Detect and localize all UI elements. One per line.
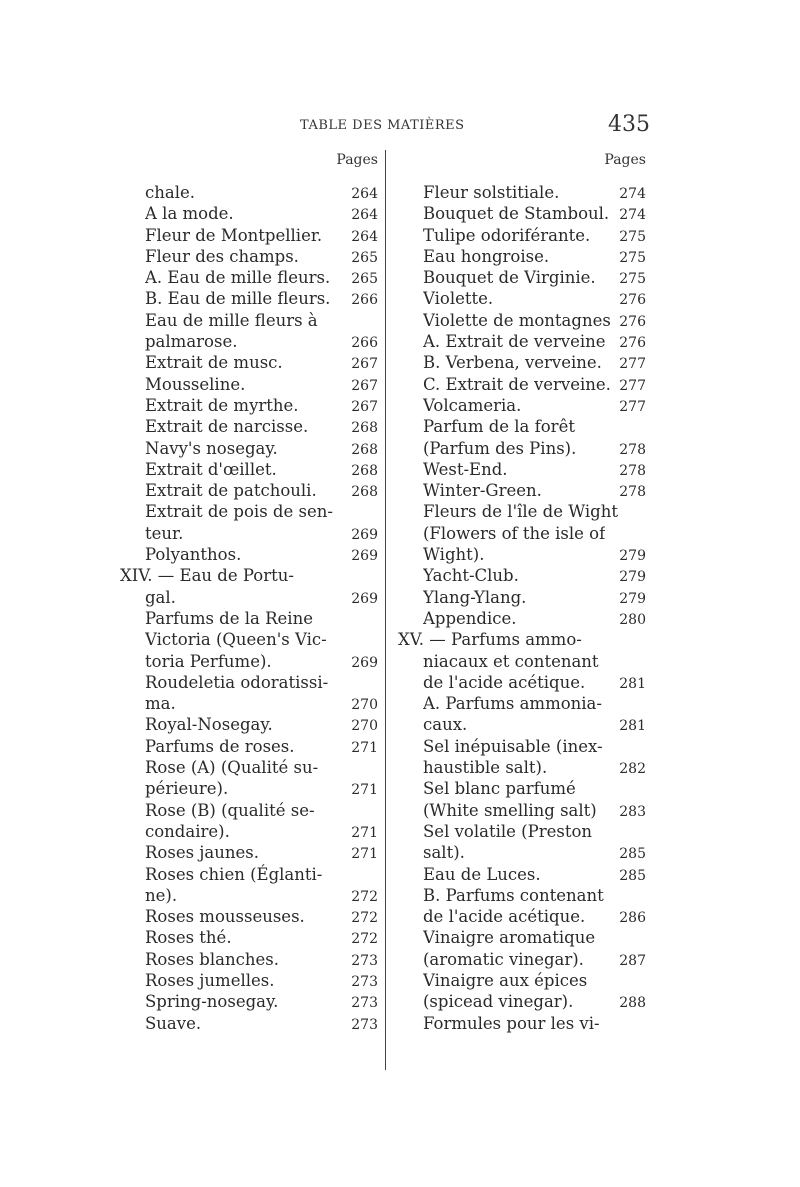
running-title: TABLE DES MATIÈRES <box>300 118 465 133</box>
toc-entry <box>120 693 378 714</box>
toc-entry <box>120 927 378 948</box>
entry-title: Winter-Green. <box>423 481 542 501</box>
toc-entry <box>120 949 378 970</box>
entry-page-number: 277 <box>619 398 646 415</box>
entry-title: Suave. <box>145 1013 202 1033</box>
entry-page-number: 280 <box>619 611 646 628</box>
entry-title: Roses thé. <box>145 928 232 948</box>
entry-page-number: 287 <box>619 952 646 969</box>
toc-entry <box>120 288 378 309</box>
toc-entry <box>120 395 378 416</box>
toc-entry <box>120 608 378 629</box>
entry-page-number: 265 <box>351 271 378 288</box>
entry-page-number: 264 <box>351 207 378 224</box>
entry-title: Eau de mille fleurs à <box>145 310 318 330</box>
toc-entry <box>398 672 646 693</box>
toc-entry <box>398 778 646 799</box>
left-column <box>120 150 378 1034</box>
entry-title: Sel volatile (Preston <box>423 821 593 841</box>
toc-entry <box>120 352 378 373</box>
entry-title: (Parfum des Pins). <box>423 438 577 458</box>
entry-page-number: 283 <box>619 803 646 820</box>
entry-page-number: 271 <box>351 824 378 841</box>
toc-entry <box>120 970 378 991</box>
entry-list <box>398 182 646 1034</box>
toc-entry <box>120 651 378 672</box>
toc-entry <box>120 778 378 799</box>
entry-page-number: 279 <box>619 590 646 607</box>
entry-title: de l'acide acétique. <box>423 672 586 692</box>
toc-entry <box>120 1013 378 1034</box>
toc-entry <box>120 821 378 842</box>
entry-title: Violette de montagnes <box>423 310 611 330</box>
entry-page-number: 266 <box>351 292 378 309</box>
toc-entry <box>120 438 378 459</box>
toc-entry <box>398 800 646 821</box>
entry-title: Fleur des champs. <box>145 246 299 266</box>
entry-page-number: 279 <box>619 548 646 565</box>
entry-title: ne). <box>145 885 178 905</box>
entry-title: Spring-nosegay. <box>145 992 279 1012</box>
entry-page-number: 272 <box>351 931 378 948</box>
toc-entry <box>398 970 646 991</box>
entry-title: Fleurs de l'île de Wight <box>423 502 619 522</box>
entry-title: Eau de Luces. <box>423 864 541 884</box>
entry-title: Sel inépuisable (inex- <box>423 736 603 756</box>
entry-page-number: 285 <box>619 846 646 863</box>
toc-entry <box>398 523 646 544</box>
toc-entry <box>398 821 646 842</box>
entry-title: Royal-Nosegay. <box>145 715 273 735</box>
toc-entry <box>398 331 646 352</box>
entry-title: Polyanthos. <box>145 545 242 565</box>
toc-entry <box>398 310 646 331</box>
entry-page-number: 273 <box>351 995 378 1012</box>
entry-title: Wight). <box>423 545 485 565</box>
entry-title: (aromatic vinegar). <box>423 949 584 969</box>
entry-title: C. Extrait de verveine. <box>423 374 611 394</box>
entry-title: A. Parfums ammonia- <box>423 694 602 714</box>
entry-page-number: 275 <box>619 249 646 266</box>
entry-title: Formules pour les vi- <box>423 1013 600 1033</box>
toc-entry <box>120 501 378 522</box>
entry-page-number: 279 <box>619 569 646 586</box>
toc-entry <box>120 331 378 352</box>
toc-entry <box>398 459 646 480</box>
entry-page-number: 270 <box>351 718 378 735</box>
pages-label: Pages <box>604 152 646 168</box>
toc-entry <box>398 374 646 395</box>
entry-page-number: 273 <box>351 952 378 969</box>
entry-title: Roses blanches. <box>145 949 279 969</box>
toc-entry <box>120 182 378 203</box>
entry-title: Victoria (Queen's Vic- <box>145 630 327 650</box>
toc-entry <box>398 736 646 757</box>
entry-title: A. Extrait de verveine <box>423 332 606 352</box>
toc-entry <box>120 800 378 821</box>
entry-title: Vinaigre aux épices <box>423 970 588 990</box>
entry-title: Roses mousseuses. <box>145 907 305 927</box>
toc-entry <box>398 225 646 246</box>
page-number: 435 <box>608 112 650 137</box>
entry-title: ma. <box>145 694 176 714</box>
entry-page-number: 273 <box>351 1016 378 1033</box>
entry-page-number: 278 <box>619 484 646 501</box>
entry-page-number: 275 <box>619 271 646 288</box>
entry-page-number: 278 <box>619 441 646 458</box>
toc-entry <box>398 885 646 906</box>
entry-title: de l'acide acétique. <box>423 907 586 927</box>
toc-entry <box>120 864 378 885</box>
toc-entry <box>120 714 378 735</box>
entry-page-number: 268 <box>351 484 378 501</box>
entry-title: haustible salt). <box>423 758 548 778</box>
entry-page-number: 266 <box>351 335 378 352</box>
entry-title: Vinaigre aromatique <box>423 928 596 948</box>
toc-entry <box>398 949 646 970</box>
entry-title: (spicead vinegar). <box>423 992 574 1012</box>
entry-title: Tulipe odoriférante. <box>423 225 591 245</box>
entry-title: Violette. <box>423 289 494 309</box>
entry-title: A. Eau de mille fleurs. <box>145 268 331 288</box>
entry-page-number: 271 <box>351 846 378 863</box>
toc-entry <box>120 203 378 224</box>
toc-entry <box>120 906 378 927</box>
entry-title: Extrait de patchouli. <box>145 481 317 501</box>
toc-entry <box>398 991 646 1012</box>
entry-page-number: 274 <box>619 186 646 202</box>
toc-entry <box>120 629 378 650</box>
entry-page-number: 276 <box>619 335 646 352</box>
toc-entry <box>120 480 378 501</box>
toc-entry <box>398 714 646 735</box>
entry-title: Bouquet de Stamboul. <box>423 204 610 224</box>
entry-page-number: 281 <box>619 675 646 692</box>
entry-title: Volcameria. <box>423 395 522 415</box>
section-heading <box>120 565 378 586</box>
entry-title: niacaux et contenant <box>423 651 599 671</box>
entry-title: Fleur de Montpellier. <box>145 225 323 245</box>
entry-page-number: 286 <box>619 910 646 927</box>
toc-entry <box>120 587 378 608</box>
entry-title: XV. — Parfums ammo- <box>398 630 582 650</box>
entry-page-number: 267 <box>351 377 378 394</box>
toc-entry <box>120 736 378 757</box>
toc-entry <box>120 672 378 693</box>
section-heading <box>398 629 646 650</box>
entry-title: Ylang-Ylang. <box>423 587 527 607</box>
entry-page-number: 275 <box>619 228 646 245</box>
entry-title: (Flowers of the isle of <box>423 523 606 543</box>
entry-title: Bouquet de Virginie. <box>423 268 596 288</box>
entry-page-number: 273 <box>351 973 378 990</box>
column-divider <box>385 150 386 1070</box>
entry-page-number: 277 <box>619 377 646 394</box>
toc-entry <box>398 480 646 501</box>
entry-page-number: 276 <box>619 292 646 309</box>
entry-page-number: 270 <box>351 697 378 714</box>
entry-title: A la mode. <box>145 204 234 224</box>
entry-page-number: 269 <box>351 654 378 671</box>
entry-page-number: 269 <box>351 526 378 543</box>
page-header <box>0 112 800 142</box>
entry-title: West-End. <box>423 459 508 479</box>
entry-title: XIV. — Eau de Portu- <box>120 566 294 586</box>
entry-title: teur. <box>145 523 184 543</box>
toc-entry <box>398 651 646 672</box>
entry-title: Extrait de musc. <box>145 353 283 373</box>
toc-entry <box>120 885 378 906</box>
entry-page-number: 271 <box>351 782 378 799</box>
entry-page-number: 269 <box>351 590 378 607</box>
toc-entry <box>120 459 378 480</box>
entry-page-number: 268 <box>351 441 378 458</box>
entry-title: Sel blanc parfumé <box>423 779 576 799</box>
toc-entry <box>120 523 378 544</box>
entry-page-number: 264 <box>351 186 378 202</box>
entry-title: Extrait de myrthe. <box>145 395 299 415</box>
entry-title: Roses jaunes. <box>145 843 259 863</box>
entry-title: Roudeletia odoratissi- <box>145 672 329 692</box>
right-column <box>398 150 646 1034</box>
entry-title: chale. <box>145 183 195 202</box>
toc-entry <box>398 416 646 437</box>
entry-title: palmarose. <box>145 332 238 352</box>
entry-page-number: 269 <box>351 548 378 565</box>
entry-page-number: 272 <box>351 910 378 927</box>
toc-entry <box>120 374 378 395</box>
entry-title: caux. <box>423 715 468 735</box>
toc-entry <box>398 395 646 416</box>
entry-title: Navy's nosegay. <box>145 438 278 458</box>
toc-entry <box>398 927 646 948</box>
entry-title: salt). <box>423 843 465 863</box>
toc-entry <box>120 246 378 267</box>
toc-entry <box>398 246 646 267</box>
toc-entry <box>398 438 646 459</box>
toc-entry <box>120 842 378 863</box>
entry-page-number: 277 <box>619 356 646 373</box>
entry-title: Rose (A) (Qualité su- <box>145 758 319 778</box>
entry-title: Extrait de pois de sen- <box>145 502 333 522</box>
entry-page-number: 265 <box>351 249 378 266</box>
toc-entry <box>120 416 378 437</box>
toc-entry <box>120 544 378 565</box>
toc-entry <box>398 203 646 224</box>
entry-page-number: 288 <box>619 995 646 1012</box>
entry-page-number: 264 <box>351 228 378 245</box>
toc-entry <box>398 352 646 373</box>
entry-page-number: 267 <box>351 356 378 373</box>
entry-title: Parfums de la Reine <box>145 608 313 628</box>
entry-title: (White smelling salt) <box>423 800 597 820</box>
entry-page-number: 271 <box>351 739 378 756</box>
toc-entry <box>398 544 646 565</box>
entry-page-number: 276 <box>619 313 646 330</box>
entry-title: Appendice. <box>423 608 517 628</box>
entry-page-number: 278 <box>619 462 646 479</box>
toc-entry <box>120 267 378 288</box>
entry-title: gal. <box>145 587 176 607</box>
entry-page-number: 268 <box>351 420 378 437</box>
entry-title: Parfum de la forêt <box>423 417 575 437</box>
toc-entry <box>398 501 646 522</box>
entry-title: B. Parfums contenant <box>423 885 604 905</box>
toc-entry <box>398 608 646 629</box>
toc-entry <box>398 267 646 288</box>
entry-title: condaire). <box>145 821 230 841</box>
toc-entry <box>398 565 646 586</box>
toc-entry <box>120 757 378 778</box>
entry-list <box>120 182 378 1034</box>
toc-entry <box>398 906 646 927</box>
entry-title: B. Verbena, verveine. <box>423 353 602 373</box>
entry-page-number: 268 <box>351 462 378 479</box>
entry-page-number: 285 <box>619 867 646 884</box>
entry-title: Roses chien (Églanti- <box>145 864 323 884</box>
toc-entry <box>398 1013 646 1034</box>
entry-page-number: 274 <box>619 207 646 224</box>
entry-page-number: 272 <box>351 888 378 905</box>
pages-label: Pages <box>336 152 378 168</box>
toc-entry <box>398 693 646 714</box>
entry-title: Yacht-Club. <box>423 566 519 586</box>
entry-title: Rose (B) (qualité se- <box>145 800 315 820</box>
toc-entry <box>398 288 646 309</box>
entry-title: toria Perfume). <box>145 651 272 671</box>
toc-entry <box>120 991 378 1012</box>
entry-title: Roses jumelles. <box>145 970 275 990</box>
entry-title: Fleur solstitiale. <box>423 183 560 202</box>
toc-entry <box>398 587 646 608</box>
entry-title: Extrait de narcisse. <box>145 417 309 437</box>
toc-entry <box>398 757 646 778</box>
entry-page-number: 281 <box>619 718 646 735</box>
toc-entry <box>398 182 646 203</box>
entry-page-number: 267 <box>351 398 378 415</box>
toc-entry <box>120 310 378 331</box>
entry-title: Eau hongroise. <box>423 246 550 266</box>
entry-title: Extrait d'œillet. <box>145 459 277 479</box>
toc-entry <box>398 864 646 885</box>
entry-title: Mousseline. <box>145 374 246 394</box>
toc-entry <box>120 225 378 246</box>
entry-title: périeure). <box>145 779 229 799</box>
entry-title: B. Eau de mille fleurs. <box>145 289 331 309</box>
toc-entry <box>398 842 646 863</box>
entry-page-number: 282 <box>619 761 646 778</box>
entry-title: Parfums de roses. <box>145 736 295 756</box>
